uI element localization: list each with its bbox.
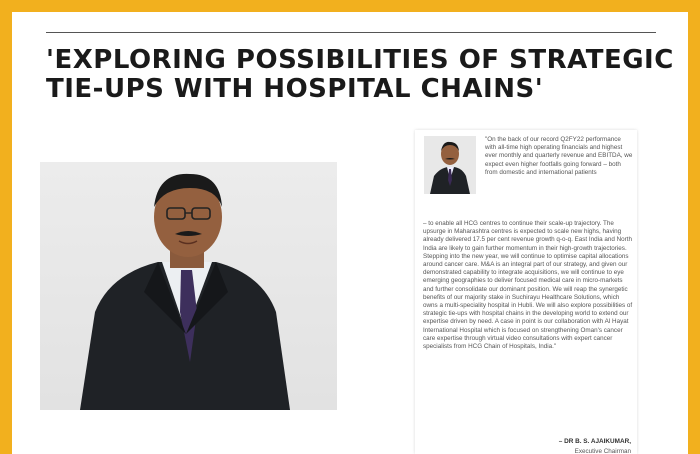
author-thumbnail [424,136,476,194]
portrait-illustration [40,162,337,410]
article-page [12,12,688,454]
headline-line-2: TIE-UPS WITH HOSPITAL CHAINS' [46,74,544,104]
quote-card [415,130,637,454]
thumbnail-illustration [424,136,476,194]
headline-line-1: 'EXPLORING POSSIBILITIES OF STRATEGIC [46,45,674,75]
quote-opening: "On the back of our record Q2FY22 performance with all-time high operating financials and highest ever monthly and quarterly revenue and EBITDA, we expect even higher footfalls going forward – both from domestic and international patients [485,136,633,176]
headline [46,46,686,104]
portrait-photo [40,162,337,410]
quote-author-title: Executive Chairman [574,448,631,454]
quote-body: – to enable all HCG centres to continue their scale-up trajectory. The upsurge in Maharashtra centres is expected to scale new highs, having already delivered 17.5 per cent revenue growth q-o-q. East India and North India are likely to gain further momentum in their high-growth trajectories. Stepping into the new year, we will continue to optimise capital allocations around cancer care. M&A is an integral part of our strategy, and given our demonstrated capability to integrate acquisitions, we will continue to eye emerging geographies to deliver focused medical care in micro-markets and further consolidate our dominant position. We will reap the synergetic benefits of our majority stake in Suchirayu Healthcare Solutions, which owns a multi-speciality hospital in Hubli. We will also explore possibilities of strategic tie-ups with hospital chains in the developing world to extend our expertise driven by need. A case in point is our collaboration with Al Hayat International Hospital which is focused on strengthening Oman's cancer care expertise through virtual video consultations with expert cancer specialists from HCG Chain of Hospitals, India." [423,220,633,351]
top-rule [46,32,656,33]
quote-author: – DR B. S. AJAIKUMAR, [558,438,631,445]
